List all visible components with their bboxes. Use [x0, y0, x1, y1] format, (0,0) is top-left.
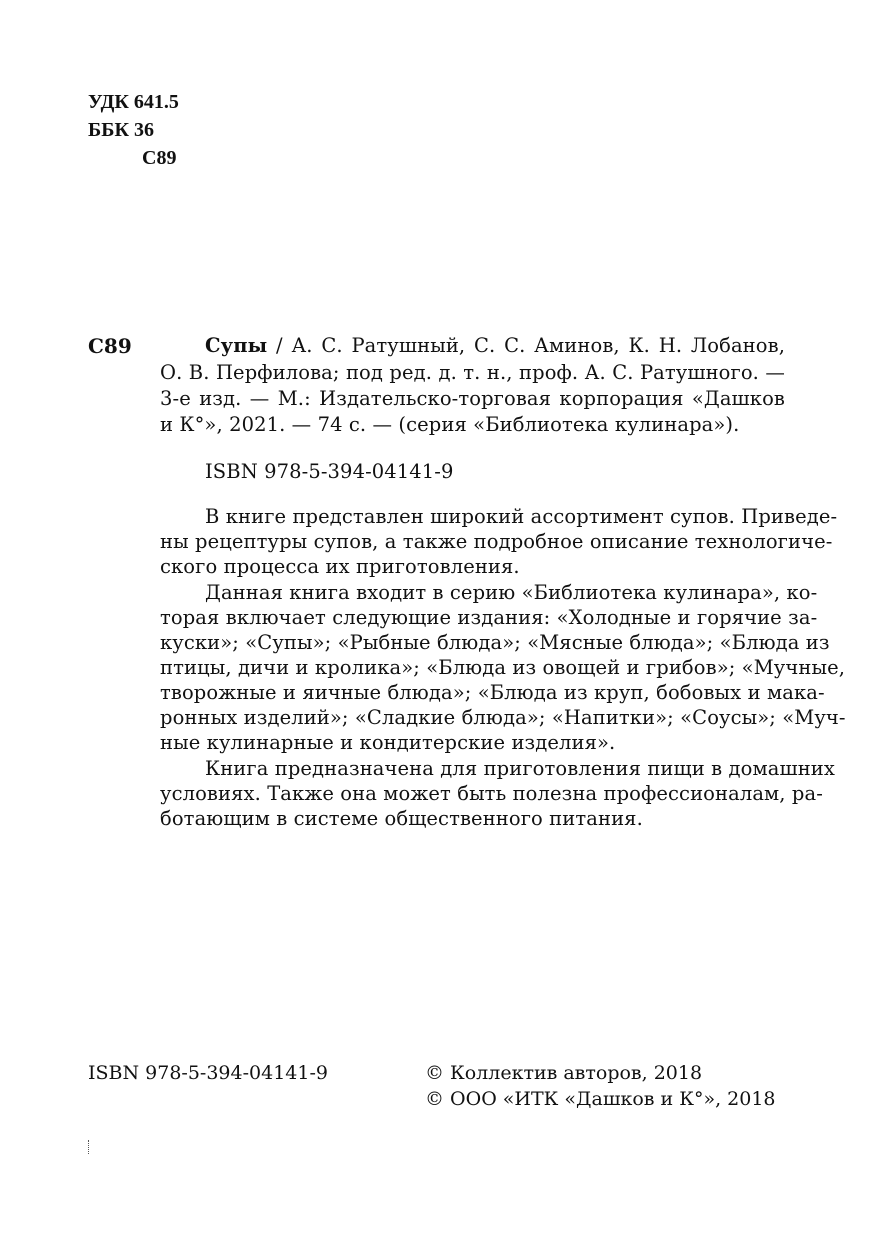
annotation-line: ронных изделий»; «Сладкие блюда»; «Напитки»; «Соусы»; «Муч-: [160, 706, 846, 729]
annotation-line: условиях. Также она может быть полезна профессионалам, ра-: [160, 782, 823, 805]
annotation-line: куски»; «Супы»; «Рыбные блюда»; «Мясные блюда»; «Блюда из: [160, 631, 830, 654]
entry-isbn: ISBN 978-5-394-04141-9: [205, 460, 454, 483]
annotation-line: птицы, дичи и кролика»; «Блюда из овощей и грибов»; «Мучные,: [160, 656, 846, 679]
copyright-publisher: © ООО «ИТК «Дашков и К°», 2018: [425, 1088, 776, 1110]
bbk-code: ББК 36: [88, 119, 154, 141]
annotation-line: ского процесса их приготовления.: [160, 555, 520, 578]
author-mark: С89: [142, 147, 177, 169]
annotation-line: Книга предназначена для приготовления пищи в домашних: [205, 757, 835, 780]
annotation-line: ны рецептуры супов, а также подробное описание технологиче-: [160, 530, 833, 553]
book-title: Супы: [205, 334, 268, 357]
page-edge-mark: [88, 1140, 91, 1154]
annotation-line: Данная книга входит в серию «Библиотека кулинара», ко-: [205, 581, 818, 604]
entry-line-3: 3-е изд. — М.: Издательско-торговая корпорация «Дашков: [160, 387, 785, 410]
annotation-line: торая включает следующие издания: «Холодные и горячие за-: [160, 606, 818, 629]
udk-code: УДК 641.5: [88, 91, 179, 113]
entry-line-1: [205, 333, 785, 358]
annotation-line: ботающим в системе общественного питания.: [160, 807, 643, 830]
annotation-line: В книге представлен широкий ассортимент супов. Приведе-: [205, 505, 838, 528]
annotation-line: творожные и яичные блюда»; «Блюда из круп, бобовых и мака-: [160, 681, 825, 704]
copyright-authors: © Коллектив авторов, 2018: [425, 1062, 703, 1084]
entry-line-2: О. В. Перфилова; под ред. д. т. н., проф. А. С. Ратушного. —: [160, 361, 785, 384]
footer-isbn: ISBN 978-5-394-04141-9: [88, 1062, 328, 1084]
entry-authors: / А. С. Ратушный, С. С. Аминов, К. Н. Лобанов,: [267, 334, 785, 357]
annotation-line: ные кулинарные и кондитерские изделия».: [160, 731, 616, 754]
entry-line-4: и К°», 2021. — 74 с. — (серия «Библиотека кулинара»).: [160, 413, 740, 436]
entry-author-mark: С89: [88, 334, 132, 358]
